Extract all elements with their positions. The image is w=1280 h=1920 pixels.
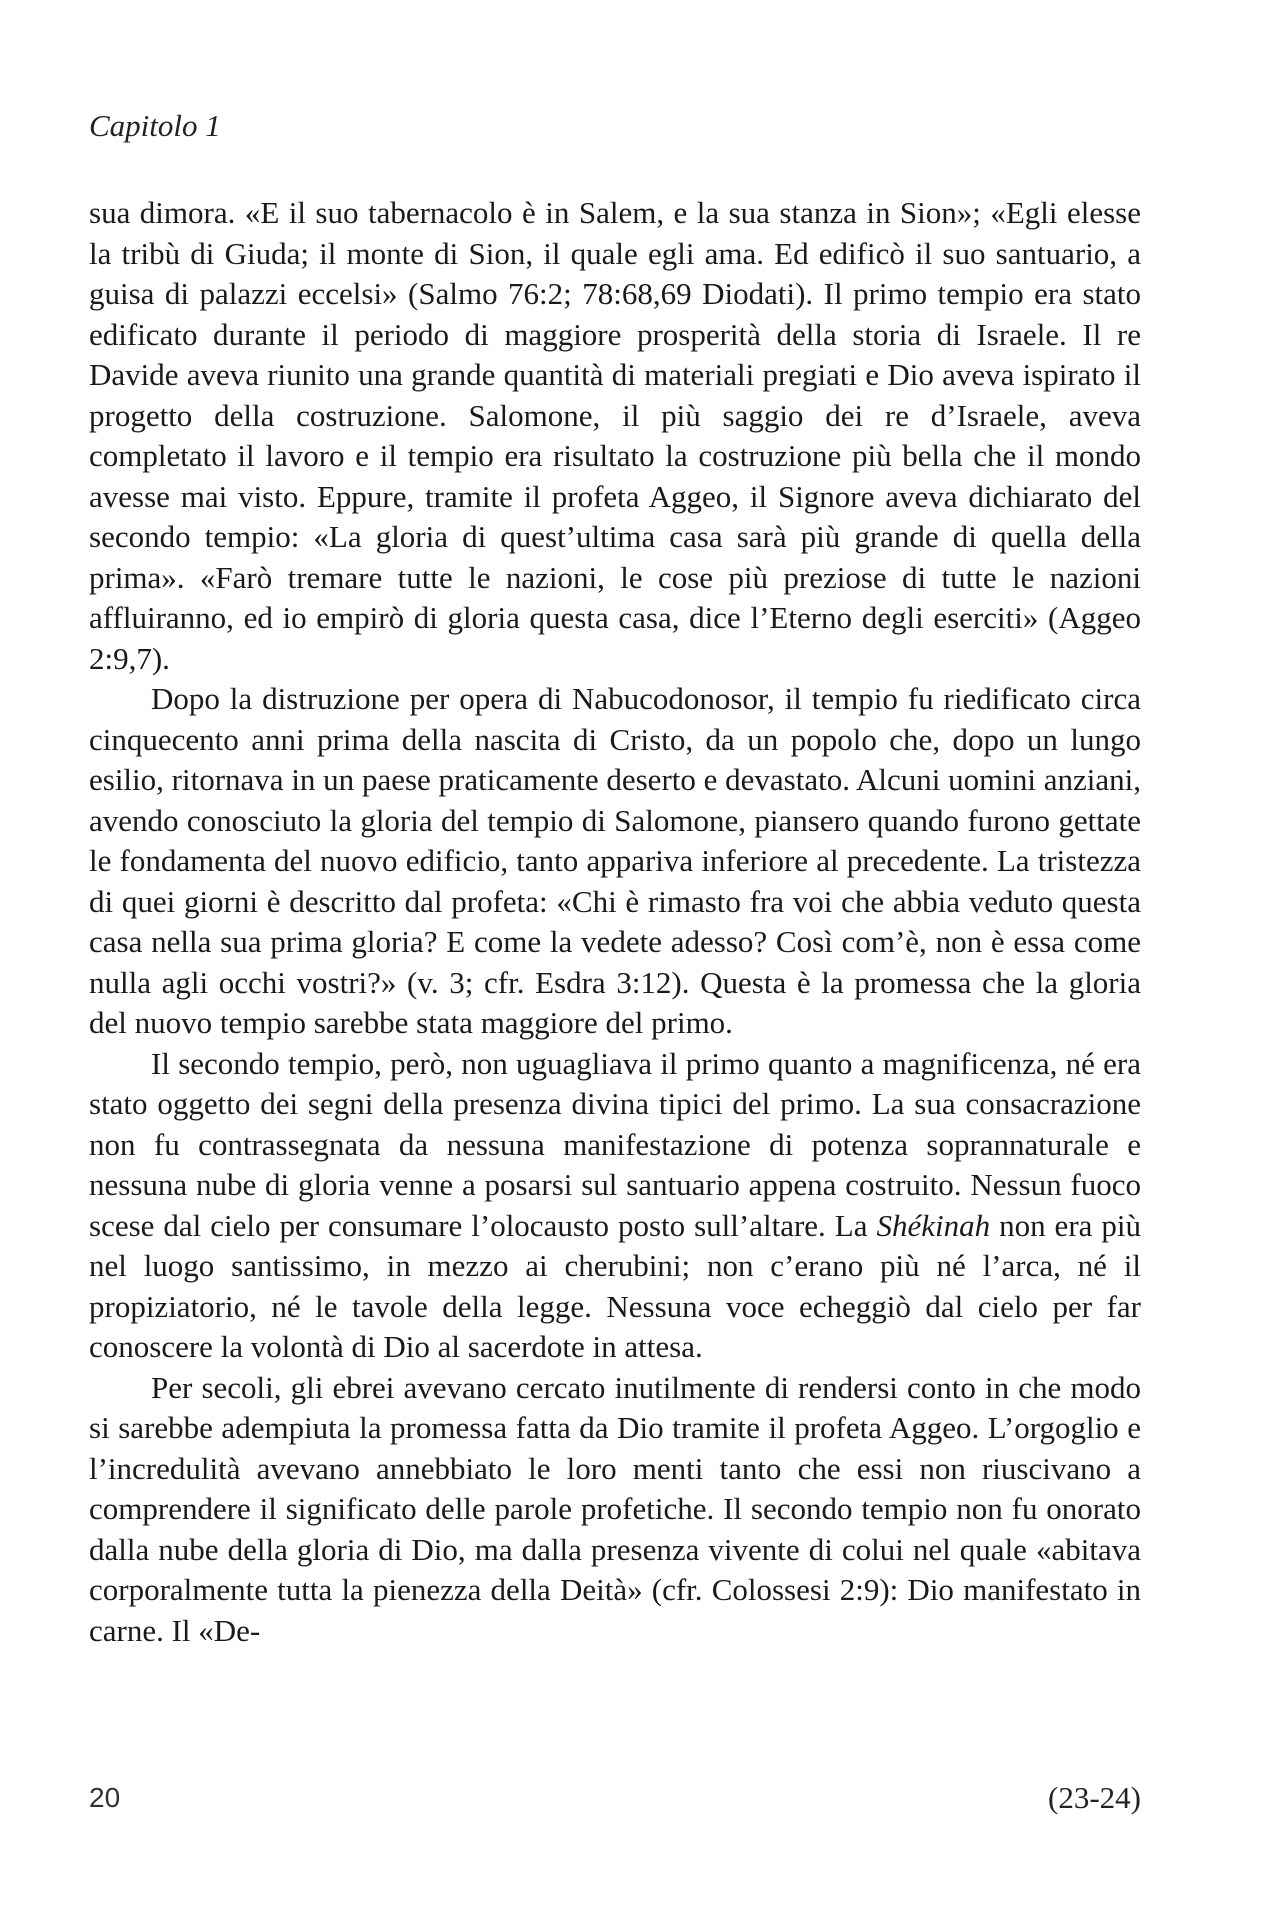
paragraph-3-text-end: non era più nel luogo santissimo, in mezzo ai cherubini; non c’erano più né l’arca, né il propiziatorio, né le tavole della legge. Nessuna voce echeggiò dal cielo per far conoscere la volontà di Dio al sacerdote in attesa. — [89, 1207, 1141, 1364]
paragraph-3-text-start: Il secondo tempio, però, non uguagliava il primo quanto a magnificenza, né era stato oggetto dei segni della presenza divina tipici del primo. La sua consacrazione non fu contrassegnata da nessuna manifestazione di potenza soprannaturale e nessuna nube di gloria venne a posarsi sul santuario appena costruito. Nessun fuoco scese dal cielo per consumare l’olocausto posto sull’altare. La — [89, 1045, 1141, 1243]
running-head: Capitolo 1 — [89, 108, 221, 143]
paragraph-1: sua dimora. «E il suo tabernacolo è in Salem, e la sua stanza in Sion»; «Egli elesse la tribù di Giuda; il monte di Sion, il quale egli ama. Ed edificò il suo santuario, a guisa di palazzi eccelsi» (Salmo 76:2; 78:68,69 Diodati). Il primo tempio era stato edificato durante il periodo di maggiore prosperità della storia di Israele. Il re Davide aveva riunito una grande quantità di materiali pregiati e Dio aveva ispirato il progetto della costruzione. Salomone, il più saggio dei re d’Israele, aveva completato il lavoro e il tempio era risultato la costruzione più bella che il mondo avesse mai visto. Eppure, tramite il profeta Aggeo, il Signore aveva dichiarato del secondo tempio: «La gloria di quest’ultima casa sarà più grande di quella della prima». «Farò tremare tutte le nazioni, le cose più preziose di tutte le nazioni affluiranno, ed io empirò di gloria questa casa, dice l’Eterno degli eserciti» (Aggeo 2:9,7). — [89, 195, 1141, 676]
page-reference: (23-24) — [1048, 1780, 1141, 1815]
paragraph-4: Per secoli, gli ebrei avevano cercato inutilmente di rendersi conto in che modo si sarebbe adempiuta la promessa fatta da Dio tramite il profeta Aggeo. L’orgoglio e l’incredulità avevano annebbiato le loro menti tanto che essi non riuscivano a comprendere il significato delle parole profetiche. Il secondo tempio non fu onorato dalla nube della gloria di Dio, ma dalla presenza vivente di colui nel quale «abitava corporalmente tutta la pienezza della Deità» (cfr. Colossesi 2:9): Dio manifestato in carne. Il «De- — [89, 1369, 1141, 1648]
page-number: 20 — [89, 1782, 121, 1813]
paragraph-2: Dopo la distruzione per opera di Nabucodonosor, il tempio fu riedificato circa cinquecento anni prima della nascita di Cristo, da un popolo che, dopo un lungo esilio, ritornava in un paese praticamente deserto e devastato. Alcuni uomini anziani, avendo conosciuto la gloria del tempio di Salomone, piansero quando furono gettate le fondamenta del nuovo edificio, tanto appariva inferiore al precedente. La tristezza di quei giorni è descritto dal profeta: «Chi è rimasto fra voi che abbia veduto questa casa nella sua prima gloria? E come la vedete adesso? Così com’è, non è essa come nulla agli occhi vostri?» (v. 3; cfr. Esdra 3:12). Questa è la promessa che la gloria del nuovo tempio sarebbe stata maggiore del primo. — [89, 681, 1141, 1040]
paragraph-3 — [89, 1044, 1141, 1368]
body-text — [89, 193, 1141, 1651]
shekinah-italic-term: Shékinah — [876, 1207, 991, 1243]
